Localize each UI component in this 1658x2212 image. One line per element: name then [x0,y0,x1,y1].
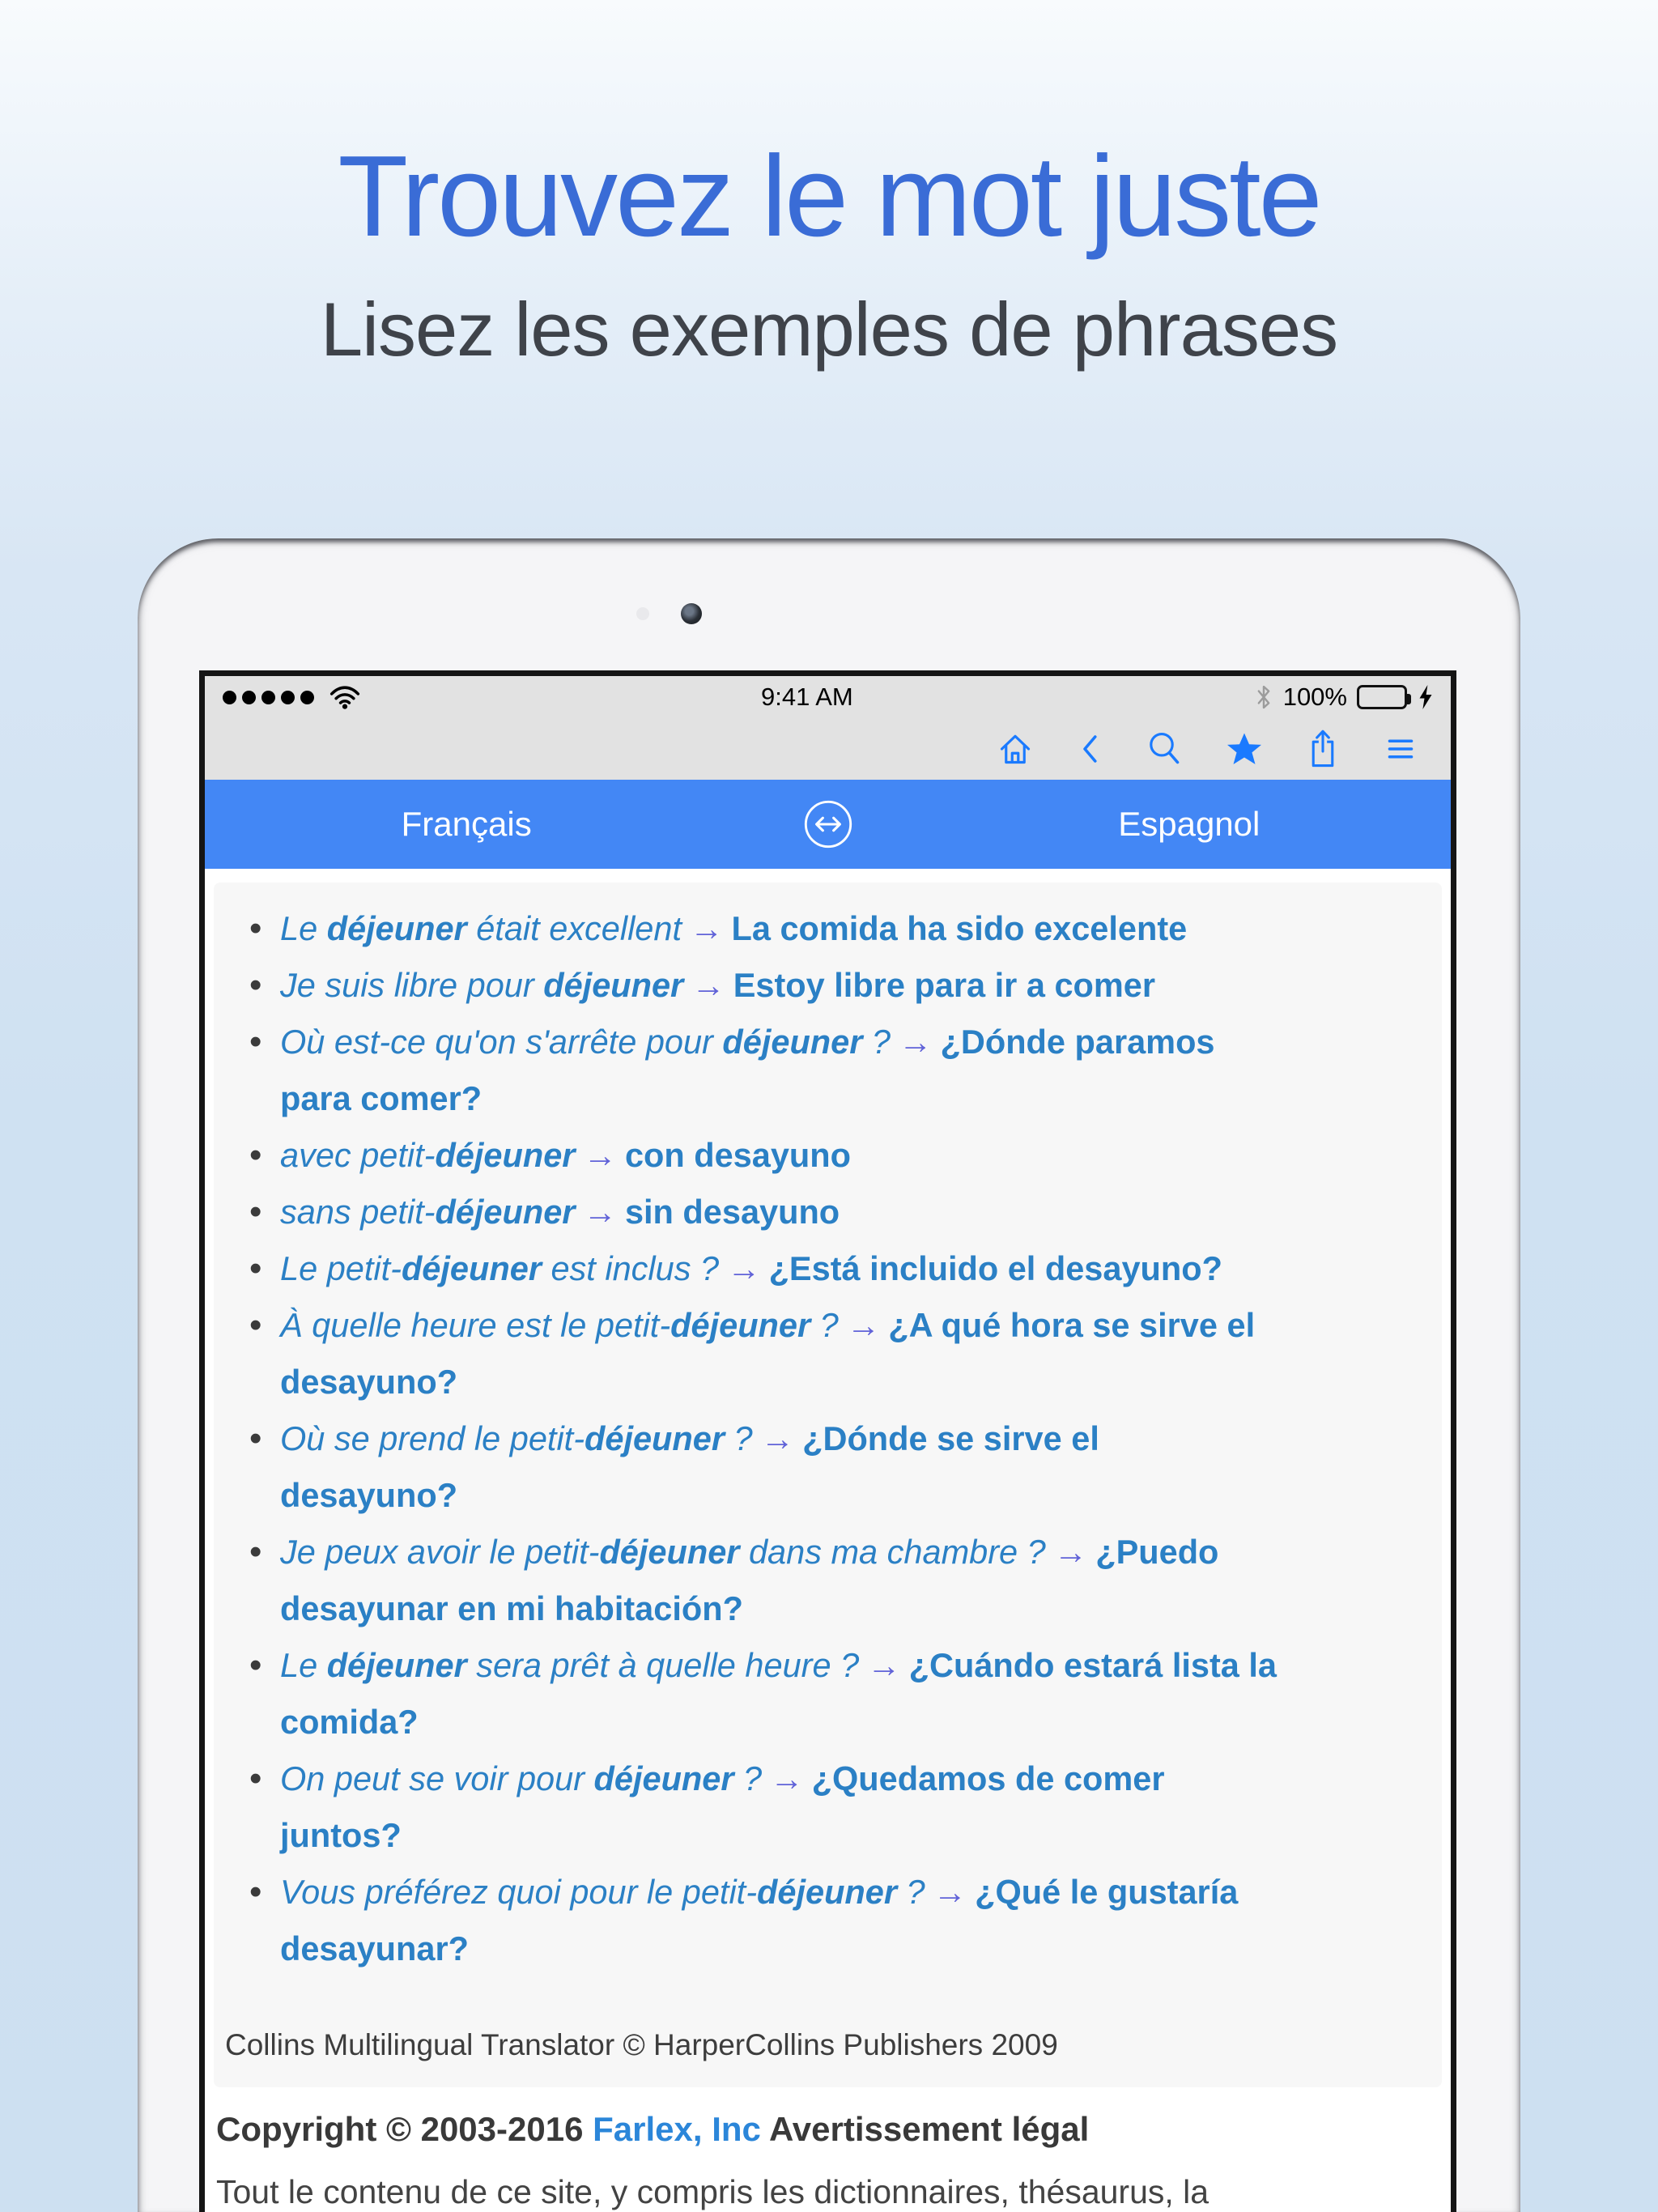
spanish-translation: para comer? [280,1079,483,1117]
french-phrase: Où se prend le petit- [280,1419,585,1457]
spanish-translation: comida? [280,1703,419,1741]
home-icon[interactable] [996,730,1035,768]
french-phrase: déjeuner [599,1533,740,1571]
spanish-translation: desayunar? [280,1929,469,1967]
arrow-glyph: → [1053,1533,1088,1571]
french-phrase: À quelle heure est le petit- [280,1306,671,1344]
french-phrase: déjeuner [593,1759,734,1797]
french-phrase: déjeuner [401,1249,542,1287]
example-item [280,1014,1409,1127]
spanish-translation: ¿Qué le gustaría [975,1873,1239,1911]
example-item [280,1637,1409,1750]
signal-dot [281,691,295,704]
arrow-glyph: → [770,1759,804,1797]
signal-dot [261,691,275,704]
example-item [280,1864,1409,1977]
arrow-glyph: → [933,1873,967,1911]
arrow-glyph: → [899,1023,933,1061]
french-phrase: Le [280,1646,327,1684]
example-item [280,1127,1409,1184]
marketing-title: Trouvez le mot juste [338,132,1320,261]
french-phrase: déjeuner [435,1193,576,1231]
french-phrase: ? [810,1306,839,1344]
spanish-translation: ¿Quedamos de comer [811,1759,1165,1797]
french-phrase: déjeuner [326,909,467,947]
french-phrase: déjeuner [585,1419,725,1457]
spanish-translation: ¿Dónde se sirve el [802,1419,1099,1457]
french-phrase: avec petit- [280,1136,436,1174]
swap-horizontal-icon[interactable] [803,799,853,849]
favorite-star-icon[interactable] [1224,730,1265,768]
example-item [280,1410,1409,1524]
french-phrase: est inclus ? [541,1249,720,1287]
signal-dot [223,691,236,704]
french-phrase: sera prêt à quelle heure ? [466,1646,860,1684]
copyright-line [216,2108,1431,2150]
signal-dots [223,685,360,709]
ipad-screen [199,670,1456,2212]
bluetooth-icon [1254,684,1273,710]
spanish-translation: Estoy libre para ir a comer [733,966,1156,1004]
french-phrase: ? [725,1419,753,1457]
wifi-icon [329,685,360,709]
french-phrase: On peut se voir pour [280,1759,594,1797]
battery-percent: 100% [1282,683,1347,711]
spanish-translation: ¿Puedo [1095,1533,1219,1571]
french-phrase: ? [897,1873,925,1911]
french-phrase: dans ma chambre ? [739,1533,1046,1571]
publisher-link[interactable]: Farlex, Inc [593,2110,761,2148]
browser-toolbar [205,718,1451,780]
french-phrase: déjeuner [543,966,684,1004]
ambient-sensor [636,607,649,620]
search-icon[interactable] [1145,730,1184,768]
spanish-translation: con desayuno [624,1136,851,1174]
status-bar [205,676,1451,718]
french-phrase: déjeuner [670,1306,811,1344]
french-phrase: Je suis libre pour [280,966,544,1004]
copyright-suffix: Avertissement légal [760,2110,1090,2148]
french-phrase: déjeuner [326,1646,467,1684]
arrow-glyph: → [689,909,724,947]
language-bar [205,780,1451,869]
french-phrase: Le petit- [280,1249,402,1287]
french-phrase: ? [862,1023,891,1061]
charging-bolt-icon [1418,685,1433,709]
example-item [280,1240,1409,1297]
arrow-glyph: → [583,1193,617,1231]
example-item [280,900,1409,957]
french-phrase: sans petit- [280,1193,436,1231]
arrow-glyph: → [760,1419,795,1457]
spanish-translation: ¿Cuándo estará lista la [908,1646,1278,1684]
spanish-translation: ¿Está incluido el desayuno? [768,1249,1222,1287]
clock-time: 9:41 AM [760,683,853,711]
example-item [280,1524,1409,1637]
spanish-translation: juntos? [280,1816,402,1854]
french-phrase: déjeuner [757,1873,898,1911]
signal-dot [242,691,256,704]
spanish-translation: sin desayuno [624,1193,840,1231]
language-right-button[interactable]: Espagnol [1118,805,1261,843]
marketing-subtitle: Lisez les exemples de phrases [320,287,1338,372]
french-phrase: déjeuner [435,1136,576,1174]
french-phrase: Vous préférez quoi pour le petit- [280,1873,758,1911]
arrow-glyph: → [583,1136,617,1174]
menu-icon[interactable] [1381,730,1420,768]
french-phrase: Où est-ce qu'on s'arrête pour [280,1023,723,1061]
french-phrase: déjeuner [722,1023,863,1061]
battery-icon [1357,685,1407,709]
spanish-translation: La comida ha sido excelente [731,909,1188,947]
legal-body-text: Tout le contenu de ce site, y compris les dictionnaires, thésaurus, la [216,2173,1209,2210]
legal-section [205,2087,1451,2212]
example-item [280,1184,1409,1240]
french-phrase: Je peux avoir le petit- [280,1533,600,1571]
example-item [280,1297,1409,1410]
spanish-translation: desayuno? [280,1476,458,1514]
back-icon[interactable] [1075,730,1104,768]
arrow-glyph: → [867,1646,901,1684]
arrow-glyph: → [691,966,725,1004]
copyright-prefix: Copyright © 2003-2016 [216,2110,593,2148]
spanish-translation: desayunar en mi habitación? [280,1589,743,1627]
french-phrase: était excellent [466,909,682,947]
dictionary-content [205,883,1451,2212]
example-item [280,957,1409,1014]
french-phrase: ? [733,1759,763,1797]
language-left-button[interactable]: Français [401,805,532,843]
front-camera-icon [681,603,702,624]
french-phrase: Le [280,909,327,947]
spanish-translation: desayuno? [280,1363,458,1401]
arrow-glyph: → [727,1249,761,1287]
share-icon[interactable] [1305,729,1341,769]
attribution-line: Collins Multilingual Translator © HarperCollins Publishers 2009 [225,2028,1058,2061]
spanish-translation: ¿Dónde paramos [940,1023,1215,1061]
arrow-glyph: → [846,1306,881,1344]
example-item [280,1750,1409,1864]
signal-dot [300,691,314,704]
examples-box [214,883,1442,2087]
spanish-translation: ¿A qué hora se sirve el [888,1306,1256,1344]
examples-list [280,900,1409,1977]
